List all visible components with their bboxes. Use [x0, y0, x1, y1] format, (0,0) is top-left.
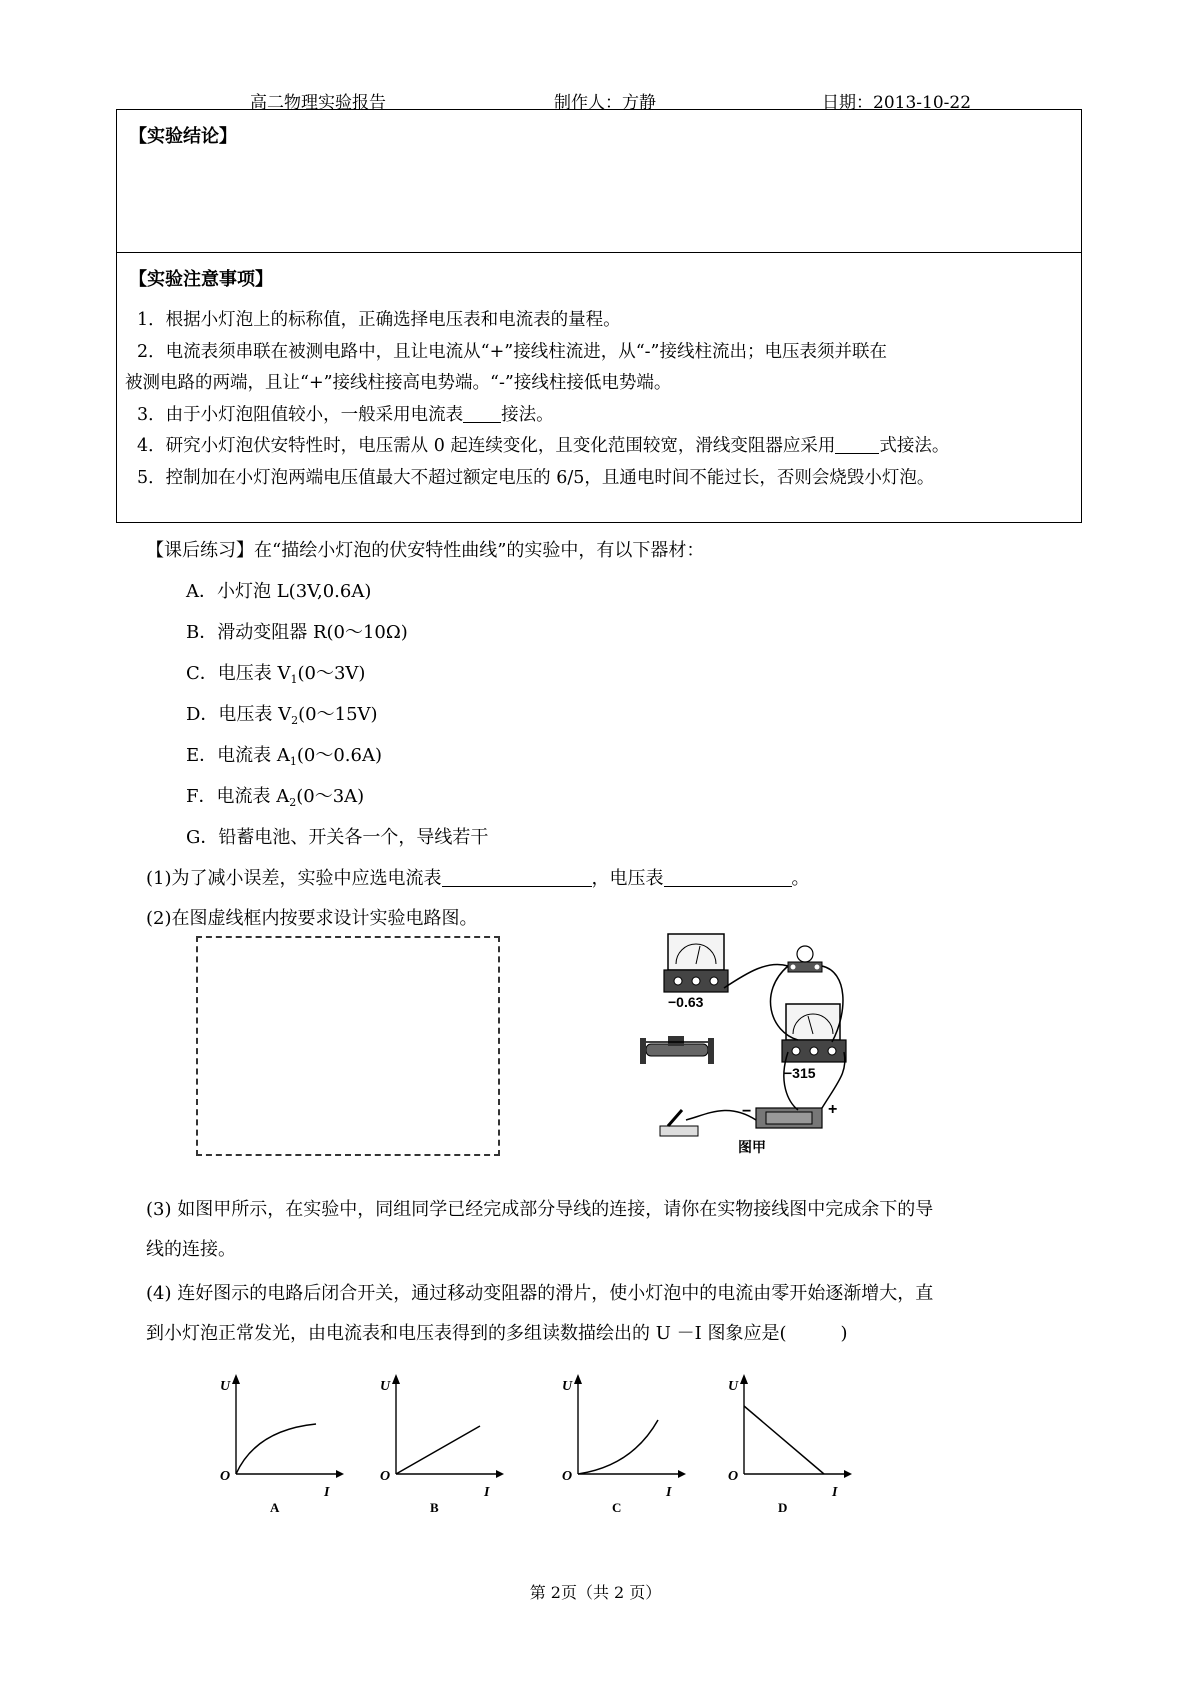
- battery-plus-label: +: [828, 1101, 838, 1118]
- graph-option-a: [220, 1370, 350, 1518]
- notes-box: [116, 252, 1082, 523]
- apparatus-figure: [638, 932, 868, 1156]
- option-d: D．电压表 $V_2(0\sim 15V)$: [186, 704, 378, 727]
- question-4: (4) 连好图示的电路后闭合开关，通过移动变阻器的滑片，使小灯泡中的电流由零开始逐渐增大，直 到小灯泡正常发光，由电流表和电压表得到的多组读数描绘出的 U －I 图象应是( ): [146, 1283, 934, 1344]
- svg-text:U: U: [728, 1379, 739, 1394]
- answer-blank: [463, 404, 501, 423]
- question-2: (2)在图虚线框内按要求设计实验电路图。: [146, 908, 478, 929]
- option-a: A．小灯泡 L(3V,0.6A): [186, 581, 372, 602]
- graph-label: D: [778, 1500, 788, 1515]
- answer-blank-voltmeter: [664, 868, 792, 887]
- switch-icon: [660, 1110, 698, 1136]
- date: 日期：2013-10-22: [822, 93, 972, 113]
- svg-text:I: I: [484, 1485, 490, 1500]
- svg-text:I: I: [832, 1485, 838, 1500]
- battery-icon: [756, 1108, 822, 1128]
- svg-text:I: I: [666, 1485, 672, 1500]
- notes-list: [125, 305, 1075, 494]
- battery-minus-label: −: [742, 1103, 752, 1120]
- ammeter-label: −0.63: [668, 994, 704, 1010]
- svg-text:O: O: [220, 1469, 231, 1484]
- conclusion-title: 【实验结论】: [129, 126, 237, 147]
- graph-option-d: [728, 1370, 858, 1518]
- question-1: (1)为了减小误差，实验中应选电流表 ，电压表 。: [146, 868, 810, 889]
- svg-text:O: O: [728, 1469, 739, 1484]
- option-g: G．铅蓄电池、开关各一个，导线若干: [186, 827, 489, 848]
- ammeter-icon: [664, 934, 728, 992]
- notes-title: 【实验注意事项】: [129, 269, 273, 290]
- rheostat-icon: [640, 1036, 714, 1064]
- answer-blank: [835, 435, 879, 454]
- page-footer: 第 2页（共 2 页）: [529, 1583, 662, 1602]
- report-title: 高二物理实验报告: [250, 93, 386, 113]
- svg-text:O: O: [562, 1469, 573, 1484]
- circuit-drawing-box: [196, 936, 500, 1156]
- option-e: E．电流表 $A_1(0\sim 0.6A)$: [186, 745, 382, 768]
- note-item: 被测电路的两端，且让“+”接线柱接高电势端。“-”接线柱接低电势端。: [125, 373, 672, 393]
- answer-blank-ammeter: [442, 868, 592, 887]
- figure-caption: 图甲: [738, 1140, 766, 1156]
- note-item: 3．由于小灯泡阻值较小，一般采用电流表 接法。: [137, 404, 554, 425]
- note-item: 2．电流表须串联在被测电路中，且让电流从“+”接线柱流进，从“-”接线柱流出；电压表须并联在: [137, 341, 887, 362]
- option-c: C．电压表 $V_1(0\sim 3V)$: [186, 663, 366, 686]
- graph-option-c: [562, 1370, 692, 1518]
- note-item: 1．根据小灯泡上的标称值，正确选择电压表和电流表的量程。: [137, 310, 621, 330]
- svg-text:O: O: [380, 1469, 391, 1484]
- question-3: (3) 如图甲所示，在实验中，同组同学已经完成部分导线的连接，请你在实物接线图中完成余下的导 线的连接。: [146, 1199, 934, 1260]
- graph-label: C: [612, 1500, 622, 1515]
- bulb-icon: [788, 946, 822, 972]
- exercise-intro: 【课后练习】在“描绘小灯泡的伏安特性曲线”的实验中，有以下器材：: [146, 540, 705, 561]
- note-item: 5．控制加在小灯泡两端电压值最大不超过额定电压的 6/5，且通电时间不能过长，否则会烧毁小灯泡。: [137, 467, 935, 488]
- author: 制作人：方静: [554, 93, 656, 113]
- option-b: B．滑动变阻器 R(0～10Ω): [186, 622, 408, 643]
- conclusion-box: [116, 109, 1082, 253]
- svg-text:U: U: [220, 1379, 231, 1394]
- graph-label: B: [430, 1500, 439, 1515]
- note-item: 4．研究小灯泡伏安特性时，电压需从 0 起连续变化，且变化范围较宽，滑线变阻器应采用 式接法。: [137, 436, 950, 456]
- voltmeter-label: −315: [784, 1065, 816, 1081]
- svg-text:U: U: [380, 1379, 391, 1394]
- svg-text:U: U: [562, 1379, 573, 1394]
- graph-label: A: [270, 1500, 280, 1515]
- option-f: F．电流表 $A_2(0\sim 3A)$: [186, 786, 365, 809]
- graph-option-b: [380, 1370, 510, 1518]
- svg-text:I: I: [324, 1485, 330, 1500]
